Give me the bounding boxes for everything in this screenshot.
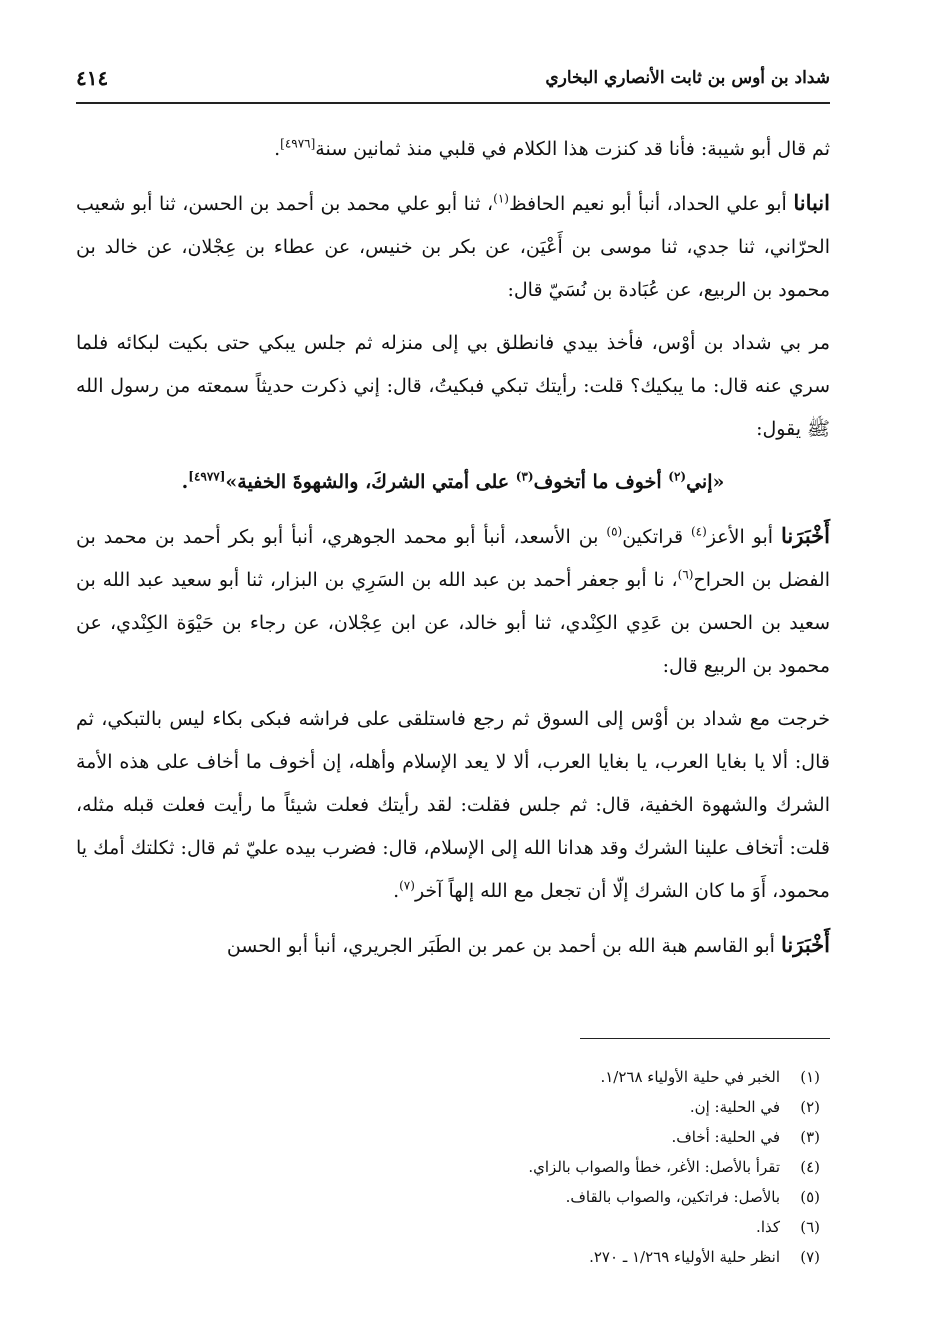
footnote-number: (٧) — [800, 1248, 820, 1266]
footnote-text: في الحلية: إن. — [689, 1098, 780, 1116]
footnote-item — [76, 1152, 820, 1182]
running-title: شداد بن أوس بن ثابت الأنصاري البخاري — [545, 68, 830, 88]
footnote-text: الخبر في حلية الأولياء ١/٢٦٨. — [600, 1068, 780, 1086]
paragraph-5 — [76, 698, 830, 913]
footnote-item — [76, 1242, 820, 1272]
isnad-lead: أَخْبَرَنا — [781, 932, 830, 957]
footnote-divider — [580, 1038, 830, 1039]
hadith-part-c: على أمتي الشركَ، والشهوةَ الخفية» — [225, 471, 516, 493]
paragraph-5-text: خرجت مع شداد بن أوْس إلى السوق ثم رجع فاستلقى على فراشه فبكى بكاء ليس بالتبكي، ثم قال: ألا يا بغايا العرب، يا بغايا العرب، ألا لا يعد الإسلام وأهله، إن أخوف ما أخاف على هذه الأمة الشرك والشهوة الخفية، قال: ثم جلس فقلت: لقد رأيتك فعلت شيئاً ما رأيت فعلت قبله مثله، قلت: أتخاف علينا الشرك وقد هدانا الله إلى الإسلام، قال: فضرب بيده عليّ ثم قال: ثكلتك أمك يا محمود، أَوَ ما كان الشرك إلّا أن تجعل مع الله إلهاً آخر — [76, 708, 830, 902]
footnote-marker: (٧) — [399, 878, 415, 893]
footnote-number: (٣) — [800, 1128, 820, 1146]
footnote-text: كذا. — [756, 1218, 780, 1236]
footnote-marker: (٥) — [606, 524, 623, 539]
paragraph-1 — [76, 128, 830, 171]
footnote-number: (٢) — [800, 1098, 820, 1116]
footnote-item — [76, 1092, 820, 1122]
footnote-marker: (٢) — [668, 469, 687, 484]
footnote-item — [76, 1122, 820, 1152]
reference-number: [٤٩٧٦] — [280, 136, 316, 151]
footnote-number: (١) — [800, 1068, 820, 1086]
footnote-marker: (٣) — [515, 469, 534, 484]
page-number: ٤١٤ — [76, 66, 109, 90]
paragraph-6-text: أبو القاسم هبة الله بن أحمد بن عمر بن الطَبَر الجريري، أنبأ أبو الحسن — [226, 935, 782, 957]
paragraph-1-end: . — [274, 138, 281, 160]
main-text — [76, 128, 830, 978]
paragraph-3: مر بي شداد بن أوْس، فأخذ بيدي فانطلق بي إلى منزله ثم جلس يبكي حتى بكيت لبكائه فلما سري عنه قال: ما يبكيك؟ قلت: رأيتك تبكي فبكيتُ، قال: إني ذكرت حديثاً سمعته من رسول الله ﷺ يقول: — [76, 332, 830, 440]
footnote-number: (٦) — [800, 1218, 820, 1236]
footnote-text: انظر حلية الأولياء ١/٢٦٩ ـ ٢٧٠. — [589, 1248, 780, 1266]
footnote-text: تقرأ بالأصل: الأغر، خطأ والصواب بالزاي. — [528, 1158, 780, 1176]
page-header — [76, 62, 830, 104]
paragraph-5-end: . — [393, 880, 400, 902]
paragraph-4-text-a: أبو الأعز — [706, 526, 782, 548]
paragraph-1-text: ثم قال أبو شيبة: فأنا قد كنزت هذا الكلام في قلبي منذ ثمانين سنة — [315, 138, 830, 160]
paragraph-2 — [76, 181, 830, 312]
footnote-number: (٥) — [800, 1188, 820, 1206]
footnote-marker: (١) — [493, 191, 509, 206]
isnad-lead: أَخْبَرَنا — [781, 523, 830, 548]
footnotes-list — [76, 1062, 820, 1272]
footnote-number: (٤) — [800, 1158, 820, 1176]
hadith-part-a: «إني — [686, 471, 725, 493]
paragraph-4 — [76, 514, 830, 688]
footnote-item — [76, 1182, 820, 1212]
footnote-item — [76, 1062, 820, 1092]
paragraph-2-text-a: أبو علي الحداد، أنبأ أبو نعيم الحافظ — [508, 193, 794, 215]
footnote-marker: (٦) — [677, 567, 694, 582]
paragraph-4-text-d: ، نا أبو جعفر أحمد بن عبد الله بن السَرِي بن البزار، ثنا أبو سعيد عبد الله بن سعيد بن الحسن بن عَدِي الكِنْدي، ثنا أبو خالد، عن ابن عِجْلان، عن رجاء بن حَيْوَة الكِنْدي، عن محمود بن الربيع قال: — [76, 569, 830, 677]
hadith-part-b: أخوف ما أتخوف — [533, 471, 669, 493]
footnote-text: بالأصل: فراتكين، والصواب بالقاف. — [565, 1188, 780, 1206]
footnote-text: في الحلية: أخاف. — [671, 1128, 780, 1146]
paragraph-4-text-c: بن الأسعد، أنبأ أبو محمد الجوهري، أنبأ أبو بكر أحمد بن محمد بن الفضل بن الحراح — [76, 526, 830, 591]
isnad-lead: انبانا — [793, 190, 830, 215]
paragraph-2-text-b: ، ثنا أبو علي محمد بن أحمد بن الحسن، ثنا أبو شعيب الحرّاني، ثنا جدي، ثنا موسى بن أَعْيَن، عن بكر بن خنيس، عن عطاء بن عِجْلان، عن خالد بن محمود بن الربيع، عن عُبَادة بن نُسَيّ قال: — [76, 193, 830, 301]
reference-number: [٤٩٧٧] — [188, 469, 226, 484]
hadith-text — [76, 461, 830, 504]
hadith-end: . — [181, 471, 189, 493]
paragraph-4-text-b: قراتكين — [622, 526, 691, 548]
footnote-item — [76, 1212, 820, 1242]
paragraph-6 — [76, 923, 830, 968]
footnote-marker: (٤) — [690, 524, 707, 539]
